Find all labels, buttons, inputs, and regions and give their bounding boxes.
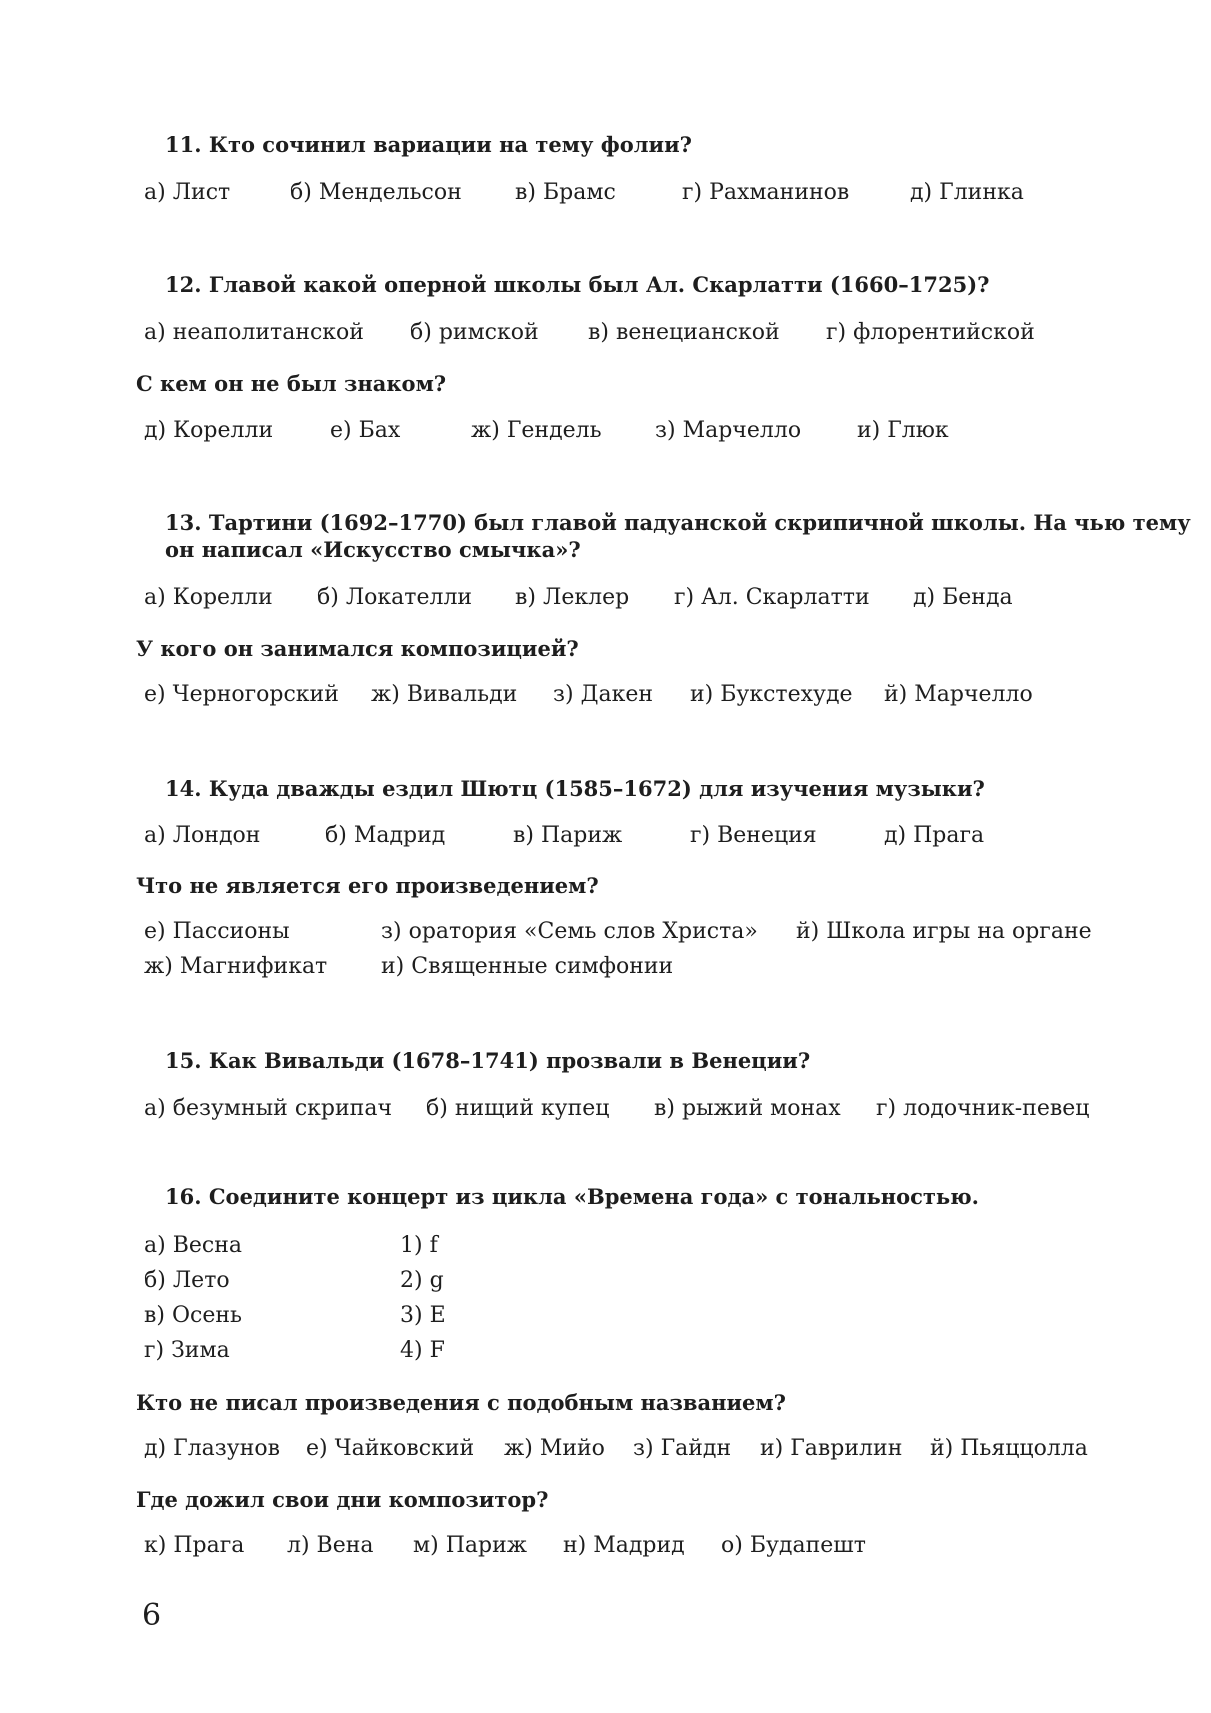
q12-option-b: б) римской bbox=[410, 320, 539, 345]
q12-sub-option-z: з) Марчелло bbox=[655, 418, 802, 443]
q16-sub-option-i: и) Гаврилин bbox=[760, 1436, 903, 1461]
q16-sub2-option-k: к) Прага bbox=[144, 1533, 245, 1558]
q16-sub2-option-m: м) Париж bbox=[413, 1533, 527, 1558]
q15-option-d: г) лодочник-певец bbox=[876, 1096, 1090, 1121]
q16-sub2-option-o: о) Будапешт bbox=[721, 1533, 866, 1558]
q13-option-c: в) Леклер bbox=[515, 585, 630, 610]
question-13-title-line1: 13. Тартини (1692–1770) был главой падуанской скрипичной школы. На чью тему bbox=[165, 510, 1191, 535]
q12-option-c: в) венецианской bbox=[588, 320, 780, 345]
q15-option-a: а) безумный скрипач bbox=[144, 1096, 392, 1121]
q11-option-b: б) Мендельсон bbox=[290, 180, 462, 205]
q13-sub-option-i: и) Букстехуде bbox=[690, 682, 853, 707]
q13-option-b: б) Локателли bbox=[317, 585, 473, 610]
q14-option-b: б) Мадрид bbox=[325, 823, 446, 848]
question-13-title-line2: он написал «Искусство смычка»? bbox=[165, 537, 581, 562]
q16-key-3: 3) E bbox=[400, 1303, 446, 1328]
q12-sub-option-d: д) Корелли bbox=[144, 418, 274, 443]
q13-sub-option-e: е) Черногорский bbox=[144, 682, 339, 707]
q16-season-d: г) Зима bbox=[144, 1338, 230, 1363]
q16-key-4: 4) F bbox=[400, 1338, 445, 1363]
q16-sub-option-j: й) Пьяццолла bbox=[930, 1436, 1088, 1461]
q12-sub-option-zh: ж) Гендель bbox=[471, 418, 602, 443]
q16-sub-option-z: з) Гайдн bbox=[633, 1436, 732, 1461]
q16-sub-option-d: д) Глазунов bbox=[144, 1436, 281, 1461]
q15-option-b: б) нищий купец bbox=[426, 1096, 610, 1121]
q14-option-c: в) Париж bbox=[513, 823, 623, 848]
question-12-title: 12. Главой какой оперной школы был Ал. Скарлатти (1660–1725)? bbox=[165, 272, 990, 297]
q16-subquestion-2: Где дожил свои дни композитор? bbox=[136, 1487, 549, 1512]
q11-option-e: д) Глинка bbox=[910, 180, 1024, 205]
q16-sub-option-zh: ж) Мийо bbox=[504, 1436, 605, 1461]
q16-key-1: 1) f bbox=[400, 1233, 438, 1258]
q16-key-2: 2) g bbox=[400, 1268, 444, 1293]
q13-subquestion: У кого он занимался композицией? bbox=[136, 636, 579, 661]
q16-season-a: а) Весна bbox=[144, 1233, 242, 1258]
q16-season-b: б) Лето bbox=[144, 1268, 230, 1293]
q14-sub-option-j: й) Школа игры на органе bbox=[796, 919, 1092, 944]
question-11-title: 11. Кто сочинил вариации на тему фолии? bbox=[165, 132, 692, 157]
q14-sub-option-i: и) Священные симфонии bbox=[381, 954, 674, 979]
question-15-title: 15. Как Вивальди (1678–1741) прозвали в Венеции? bbox=[165, 1048, 811, 1073]
q14-option-e: д) Прага bbox=[884, 823, 985, 848]
q13-option-e: д) Бенда bbox=[913, 585, 1013, 610]
q13-option-a: а) Корелли bbox=[144, 585, 273, 610]
question-14-title: 14. Куда дважды ездил Шютц (1585–1672) для изучения музыки? bbox=[165, 776, 985, 801]
q11-option-d: г) Рахманинов bbox=[682, 180, 850, 205]
q14-option-d: г) Венеция bbox=[690, 823, 817, 848]
q14-subquestion: Что не является его произведением? bbox=[136, 873, 599, 898]
q16-season-c: в) Осень bbox=[144, 1303, 242, 1328]
q16-sub2-option-n: н) Мадрид bbox=[563, 1533, 685, 1558]
q12-sub-option-e: е) Бах bbox=[330, 418, 401, 443]
q13-sub-option-z: з) Дакен bbox=[553, 682, 654, 707]
q12-sub-option-i: и) Глюк bbox=[857, 418, 949, 443]
q11-option-a: а) Лист bbox=[144, 180, 231, 205]
q11-option-c: в) Брамс bbox=[515, 180, 616, 205]
q15-option-c: в) рыжий монах bbox=[654, 1096, 841, 1121]
q13-sub-option-zh: ж) Вивальди bbox=[371, 682, 518, 707]
q14-sub-option-z: з) оратория «Семь слов Христа» bbox=[381, 919, 758, 944]
page-number: 6 bbox=[142, 1598, 162, 1633]
q13-sub-option-j: й) Марчелло bbox=[884, 682, 1033, 707]
q14-sub-option-zh: ж) Магнификат bbox=[144, 954, 328, 979]
q13-option-d: г) Ал. Скарлатти bbox=[674, 585, 870, 610]
q12-option-a: а) неаполитанской bbox=[144, 320, 364, 345]
q16-sub2-option-l: л) Вена bbox=[287, 1533, 374, 1558]
q16-sub-option-e: е) Чайковский bbox=[306, 1436, 475, 1461]
q14-sub-option-e: е) Пассионы bbox=[144, 919, 290, 944]
q12-subquestion: С кем он не был знаком? bbox=[136, 371, 447, 396]
question-16-title: 16. Соедините концерт из цикла «Времена года» с тональностью. bbox=[165, 1184, 979, 1209]
q16-subquestion-1: Кто не писал произведения с подобным названием? bbox=[136, 1390, 786, 1415]
q14-option-a: а) Лондон bbox=[144, 823, 261, 848]
q12-option-d: г) флорентийской bbox=[826, 320, 1035, 345]
